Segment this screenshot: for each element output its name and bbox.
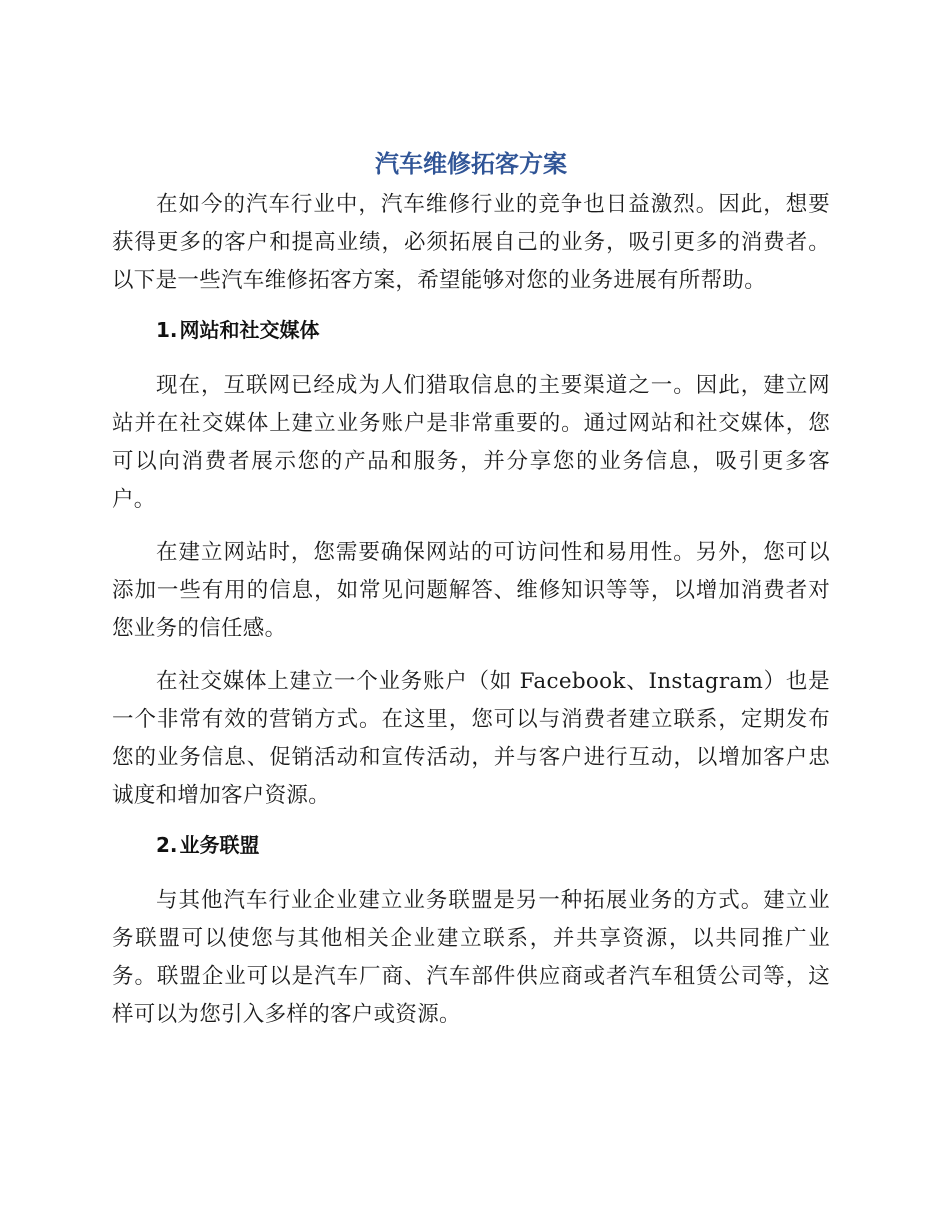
section-websites-social-media <box>112 315 830 815</box>
document-title: 汽车维修拓客方案 <box>375 150 567 178</box>
body-paragraph: 在建立网站时，您需要确保网站的可访问性和易用性。另外，您可以添加一些有用的信息，如常见问题解答、维修知识等等，以增加消费者对您业务的信任感。 <box>112 540 830 641</box>
intro-paragraph: 在如今的汽车行业中，汽车维修行业的竞争也日益激烈。因此，想要获得更多的客户和提高业绩，必须拓展自己的业务，吸引更多的消费者。以下是一些汽车维修拓客方案，希望能够对您的业务进展有所帮助。 <box>112 192 830 293</box>
section-heading-text: 业务联盟 <box>179 833 260 857</box>
section-number: 2. <box>156 833 178 857</box>
section-heading <box>112 315 830 345</box>
section-number: 1. <box>156 318 178 342</box>
body-paragraph: 在社交媒体上建立一个业务账户（如 Facebook、Instagram）也是一个非常有效的营销方式。在这里，您可以与消费者建立联系，定期发布您的业务信息、促销活动和宣传活动，并与客户进行互动，以增加客户忠诚度和增加客户资源。 <box>112 669 830 808</box>
body-paragraph: 现在，互联网已经成为人们猎取信息的主要渠道之一。因此，建立网站并在社交媒体上建立业务账户是非常重要的。通过网站和社交媒体，您可以向消费者展示您的产品和服务，并分享您的业务信息，吸引更多客户。 <box>112 373 830 512</box>
section-business-alliance <box>112 830 830 1034</box>
body-paragraph: 与其他汽车行业企业建立业务联盟是另一种拓展业务的方式。建立业务联盟可以使您与其他相关企业建立联系，并共享资源，以共同推广业务。联盟企业可以是汽车厂商、汽车部件供应商或者汽车租赁公司等，这样可以为您引入多样的客户或资源。 <box>112 888 830 1027</box>
section-heading <box>112 830 830 860</box>
section-heading-text: 网站和社交媒体 <box>179 318 320 342</box>
